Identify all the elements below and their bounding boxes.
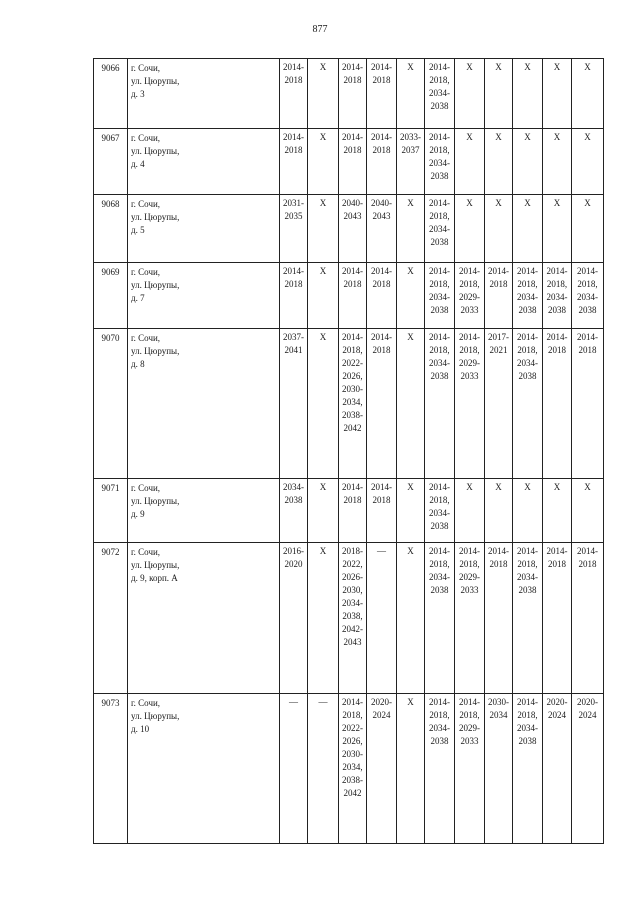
- period-text: Х: [319, 132, 327, 142]
- period-text: 2014- 2018: [283, 266, 304, 289]
- period-text: 2014- 2018: [546, 332, 568, 355]
- period-text: 2033- 2037: [400, 132, 421, 155]
- period-cell: [425, 129, 455, 195]
- period-cell: [513, 195, 543, 263]
- period-cell: [513, 694, 543, 844]
- period-text: 2030- 2034: [488, 697, 509, 720]
- address-text: г. Сочи, ул. Цюрупы, д. 4: [131, 133, 180, 169]
- period-text: Х: [407, 332, 414, 342]
- row-number: 9067: [94, 129, 128, 195]
- period-text: 2020- 2024: [371, 697, 392, 720]
- period-cell: [513, 543, 543, 694]
- address-cell: [128, 543, 280, 694]
- period-text: —: [377, 546, 386, 556]
- period-cell: [425, 59, 455, 129]
- period-text: Х: [466, 198, 473, 208]
- period-text: Х: [319, 332, 327, 342]
- address-text: г. Сочи, ул. Цюрупы, д. 10: [131, 698, 180, 734]
- period-text: 2014- 2018, 2034- 2038: [517, 546, 538, 595]
- address-cell: [128, 329, 280, 479]
- address-text: г. Сочи, ул. Цюрупы, д. 5: [131, 199, 180, 235]
- period-text: 2014- 2018, 2034- 2038: [429, 62, 450, 111]
- period-cell: [543, 694, 572, 844]
- period-cell: [455, 329, 485, 479]
- period-text: 2014- 2018: [371, 482, 392, 505]
- period-text: Х: [495, 132, 502, 142]
- period-text: Х: [407, 546, 414, 556]
- period-text: Х: [319, 266, 327, 276]
- period-cell: [339, 129, 367, 195]
- period-cell: [455, 129, 485, 195]
- period-cell: [308, 543, 339, 694]
- period-text: Х: [495, 198, 502, 208]
- table-row: [94, 543, 604, 694]
- period-text: —: [289, 697, 298, 707]
- period-cell: [485, 543, 513, 694]
- period-text: Х: [553, 482, 561, 492]
- period-text: Х: [319, 198, 327, 208]
- period-cell: [455, 195, 485, 263]
- period-cell: [455, 479, 485, 543]
- period-text: 2014- 2018: [371, 62, 392, 85]
- period-cell: [485, 59, 513, 129]
- period-text: Х: [495, 482, 502, 492]
- address-cell: [128, 479, 280, 543]
- period-cell: [425, 694, 455, 844]
- table-row: [94, 479, 604, 543]
- period-text: Х: [407, 482, 414, 492]
- period-cell: [513, 59, 543, 129]
- period-text: 2014- 2018, 2034- 2038: [517, 697, 538, 746]
- period-cell: [397, 543, 425, 694]
- period-text: 2014- 2018: [342, 132, 363, 155]
- period-text: Х: [407, 697, 414, 707]
- period-text: 2014- 2018, 2022- 2026, 2030- 2034, 2038- 2042: [342, 697, 363, 798]
- period-text: Х: [407, 266, 414, 276]
- period-cell: [397, 694, 425, 844]
- period-text: 2040- 2043: [342, 198, 363, 221]
- period-cell: [425, 263, 455, 329]
- period-cell: [572, 263, 604, 329]
- period-text: 2014- 2018, 2034- 2038: [546, 266, 568, 315]
- row-number: 9070: [94, 329, 128, 479]
- period-cell: [308, 129, 339, 195]
- period-cell: [367, 195, 397, 263]
- period-text: 2014- 2018, 2034- 2038: [429, 198, 450, 247]
- period-cell: [455, 263, 485, 329]
- period-cell: [485, 195, 513, 263]
- row-number: 9069: [94, 263, 128, 329]
- address-cell: [128, 195, 280, 263]
- address-cell: [128, 694, 280, 844]
- period-cell: [485, 479, 513, 543]
- period-cell: [280, 694, 308, 844]
- period-text: 2014- 2018: [371, 132, 392, 155]
- period-cell: [308, 479, 339, 543]
- period-cell: [339, 195, 367, 263]
- period-text: 2018- 2022, 2026- 2030, 2034- 2038, 2042- 2043: [342, 546, 363, 647]
- period-text: 2014- 2018, 2034- 2038: [429, 697, 450, 746]
- address-text: г. Сочи, ул. Цюрупы, д. 7: [131, 267, 180, 303]
- period-cell: [543, 543, 572, 694]
- period-cell: [367, 329, 397, 479]
- period-cell: [367, 129, 397, 195]
- address-text: г. Сочи, ул. Цюрупы, д. 9: [131, 483, 180, 519]
- period-text: Х: [524, 198, 531, 208]
- period-text: Х: [584, 132, 591, 142]
- period-text: 2014- 2018, 2029- 2033: [459, 546, 480, 595]
- period-cell: [425, 479, 455, 543]
- period-cell: [572, 479, 604, 543]
- period-text: Х: [407, 198, 414, 208]
- address-cell: [128, 263, 280, 329]
- period-cell: [308, 329, 339, 479]
- address-text: г. Сочи, ул. Цюрупы, д. 3: [131, 63, 180, 99]
- period-text: 2014- 2018, 2034- 2038: [577, 266, 598, 315]
- row-number: 9071: [94, 479, 128, 543]
- period-text: 2034- 2038: [283, 482, 304, 505]
- period-cell: [485, 263, 513, 329]
- period-text: 2014- 2018, 2034- 2038: [429, 482, 450, 531]
- period-cell: [280, 129, 308, 195]
- period-text: Х: [524, 62, 531, 72]
- period-text: Х: [319, 62, 327, 72]
- period-text: 2014- 2018: [371, 266, 392, 289]
- table-row: [94, 195, 604, 263]
- period-text: Х: [524, 132, 531, 142]
- period-text: 2014- 2018: [577, 546, 598, 569]
- period-text: 2014- 2018, 2034- 2038: [517, 266, 538, 315]
- period-text: 2014- 2018: [342, 266, 363, 289]
- period-cell: [397, 195, 425, 263]
- period-cell: [455, 694, 485, 844]
- period-cell: [280, 329, 308, 479]
- period-cell: [308, 195, 339, 263]
- schedule-table: [93, 58, 604, 844]
- period-cell: [339, 329, 367, 479]
- row-number: 9066: [94, 59, 128, 129]
- period-cell: [455, 543, 485, 694]
- period-text: 2016- 2020: [283, 546, 304, 569]
- period-text: 2014- 2018: [577, 332, 598, 355]
- period-text: Х: [319, 546, 327, 556]
- row-number: 9072: [94, 543, 128, 694]
- period-cell: [543, 129, 572, 195]
- period-cell: [543, 59, 572, 129]
- period-text: 2020- 2024: [546, 697, 568, 720]
- period-text: 2014- 2018: [342, 62, 363, 85]
- period-text: 2014- 2018, 2034- 2038: [429, 332, 450, 381]
- period-text: 2014- 2018, 2034- 2038: [429, 266, 450, 315]
- period-text: Х: [584, 198, 591, 208]
- period-cell: [572, 694, 604, 844]
- period-text: 2014- 2018: [488, 266, 509, 289]
- period-cell: [367, 59, 397, 129]
- period-cell: [339, 479, 367, 543]
- table-row: [94, 263, 604, 329]
- period-cell: [339, 59, 367, 129]
- period-text: 2014- 2018, 2029- 2033: [459, 332, 480, 381]
- page-number: 877: [312, 24, 328, 35]
- period-text: Х: [553, 62, 561, 72]
- period-cell: [397, 479, 425, 543]
- period-cell: [543, 479, 572, 543]
- period-cell: [397, 129, 425, 195]
- period-text: 2014- 2018: [546, 546, 568, 569]
- row-number: 9073: [94, 694, 128, 844]
- period-text: Х: [553, 198, 561, 208]
- period-text: Х: [466, 132, 473, 142]
- period-text: 2037- 2041: [283, 332, 304, 355]
- period-text: Х: [495, 62, 502, 72]
- period-text: Х: [319, 482, 327, 492]
- period-text: Х: [553, 132, 561, 142]
- table-row: [94, 694, 604, 844]
- table-row: [94, 129, 604, 195]
- period-text: Х: [524, 482, 531, 492]
- period-text: Х: [466, 62, 473, 72]
- period-cell: [513, 329, 543, 479]
- period-cell: [280, 543, 308, 694]
- period-cell: [367, 543, 397, 694]
- period-text: 2014- 2018: [283, 132, 304, 155]
- table-row: [94, 329, 604, 479]
- address-cell: [128, 129, 280, 195]
- period-cell: [513, 479, 543, 543]
- period-text: 2014- 2018, 2029- 2033: [459, 697, 480, 746]
- period-cell: [339, 694, 367, 844]
- address-cell: [128, 59, 280, 129]
- period-cell: [425, 329, 455, 479]
- period-cell: [280, 59, 308, 129]
- period-cell: [485, 694, 513, 844]
- address-text: г. Сочи, ул. Цюрупы, д. 9, корп. А: [131, 547, 180, 583]
- row-number: 9068: [94, 195, 128, 263]
- period-cell: [485, 129, 513, 195]
- period-text: 2014- 2018, 2022- 2026, 2030- 2034, 2038- 2042: [342, 332, 363, 433]
- period-cell: [572, 195, 604, 263]
- period-text: 2020- 2024: [577, 697, 598, 720]
- period-text: 2014- 2018: [283, 62, 304, 85]
- period-cell: [455, 59, 485, 129]
- period-cell: [367, 694, 397, 844]
- period-cell: [367, 479, 397, 543]
- period-cell: [308, 694, 339, 844]
- period-text: Х: [584, 482, 591, 492]
- period-text: 2014- 2018, 2034- 2038: [429, 132, 450, 181]
- period-text: 2014- 2018, 2029- 2033: [459, 266, 480, 315]
- period-cell: [572, 129, 604, 195]
- period-cell: [572, 543, 604, 694]
- address-text: г. Сочи, ул. Цюрупы, д. 8: [131, 333, 180, 369]
- period-cell: [572, 59, 604, 129]
- period-cell: [513, 263, 543, 329]
- period-cell: [280, 479, 308, 543]
- period-text: 2014- 2018, 2034- 2038: [517, 332, 538, 381]
- table-row: [94, 59, 604, 129]
- period-text: 2014- 2018: [371, 332, 392, 355]
- period-cell: [513, 129, 543, 195]
- period-cell: [308, 263, 339, 329]
- period-cell: [308, 59, 339, 129]
- period-cell: [425, 543, 455, 694]
- period-cell: [367, 263, 397, 329]
- period-cell: [339, 263, 367, 329]
- period-text: Х: [407, 62, 414, 72]
- period-cell: [543, 329, 572, 479]
- period-text: 2014- 2018: [342, 482, 363, 505]
- period-cell: [572, 329, 604, 479]
- period-text: 2017- 2021: [488, 332, 509, 355]
- period-cell: [543, 195, 572, 263]
- period-text: 2014- 2018, 2034- 2038: [429, 546, 450, 595]
- period-cell: [543, 263, 572, 329]
- period-text: —: [318, 697, 328, 707]
- period-text: 2014- 2018: [488, 546, 509, 569]
- period-text: Х: [466, 482, 473, 492]
- period-cell: [339, 543, 367, 694]
- period-text: 2040- 2043: [371, 198, 392, 221]
- period-cell: [280, 263, 308, 329]
- period-cell: [485, 329, 513, 479]
- period-cell: [397, 59, 425, 129]
- period-text: Х: [584, 62, 591, 72]
- period-cell: [397, 329, 425, 479]
- period-cell: [425, 195, 455, 263]
- period-cell: [397, 263, 425, 329]
- period-cell: [280, 195, 308, 263]
- period-text: 2031- 2035: [283, 198, 304, 221]
